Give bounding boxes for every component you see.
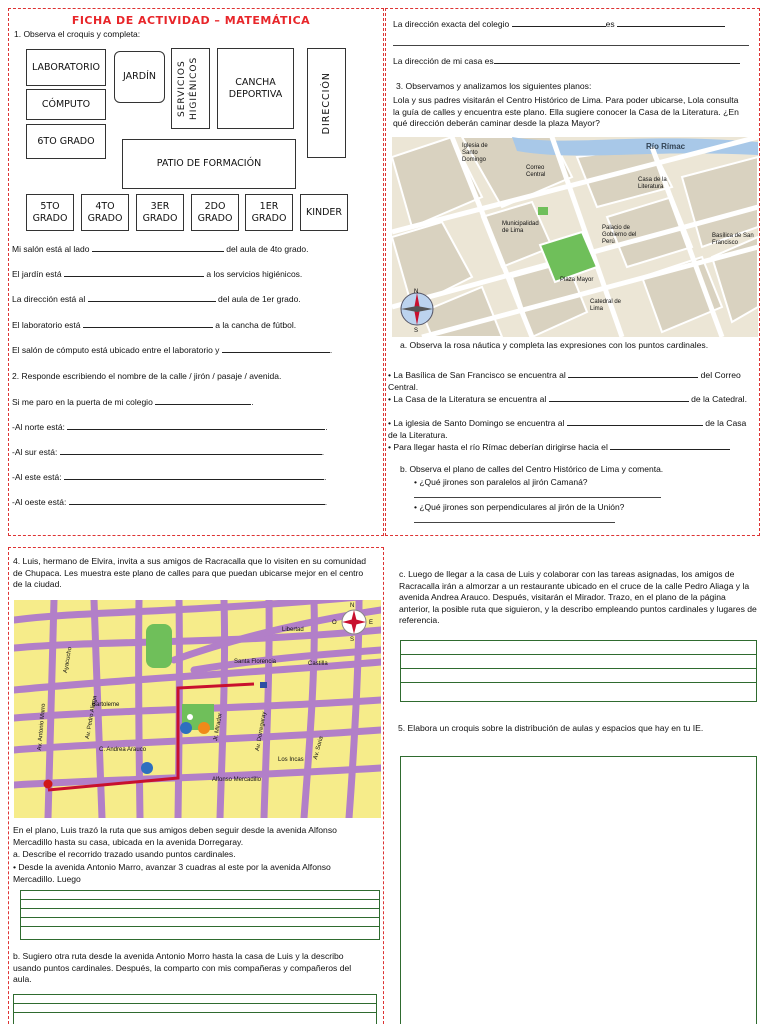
map-label-catedral: Catedral de Lima	[590, 299, 622, 312]
q5-text: 5. Elabora un croquis sobre la distribución de aulas y espacios que hay en tu IE.	[398, 723, 704, 733]
answer-blank[interactable]	[83, 319, 213, 328]
q4a-text: a. Describe el recorrido trazado usando puntos cardinales.	[13, 849, 236, 859]
room-cuarto: 4TO GRADO	[81, 194, 129, 231]
q3-text: Lola y sus padres visitarán el Centro Histórico de Lima. Para poder ubicarse, Lola consulta la guía de calles y encuentra este plano. Ella sugiere conocer la Casa de la Literatura. ¿En qué dirección deberán caminar desde la plaza Mayor?	[393, 95, 739, 128]
room-segundo: 2DO GRADO	[191, 194, 239, 231]
room-jardin: JARDÍN	[114, 51, 165, 103]
room-sexto: 6TO GRADO	[26, 124, 106, 159]
answer-blank[interactable]	[494, 55, 740, 64]
chupaca-map	[14, 600, 381, 818]
q3a-text: a. Observa la rosa náutica y completa las expresiones con los puntos cardinales.	[400, 340, 709, 350]
q4-after-text: En el plano, Luis trazó la ruta que sus amigos deben seguir desde la avenida Alfonso Mercadillo hasta su casa, ubicada en la avenida Dorregaray.	[13, 825, 337, 847]
compass-o-label: O	[332, 620, 337, 626]
answer-blank[interactable]	[92, 243, 224, 252]
q4-text: 4. Luis, hermano de Elvira, invita a sus amigos de Racracalla que lo visiten en su comunidad de Chupaca. Les muestra este plano de calles para que puedan ubicarse mejor en el centro de la ciudad.	[13, 556, 367, 589]
map-compass-s: S	[414, 328, 419, 334]
lima-map-svg	[392, 137, 758, 337]
room-cancha: CANCHA DEPORTIVA	[217, 48, 294, 129]
room-quinto: 5TO GRADO	[26, 194, 74, 231]
street-pedro-aliaga: Av. Pedro Aliaga	[84, 695, 99, 740]
answer-blank[interactable]	[67, 421, 325, 430]
chupaca-map-svg	[14, 600, 381, 818]
room-tercero: 3ER GRADO	[136, 194, 184, 231]
street-santa-florencia: Santa Florencia	[234, 659, 277, 665]
answer-blank[interactable]	[568, 369, 698, 378]
compass-n-label: N	[350, 603, 355, 609]
answer-box-4a[interactable]	[20, 890, 380, 940]
room-direccion: DIRECCIÓN	[307, 48, 346, 158]
answer-blank[interactable]	[610, 441, 730, 450]
q3a-bullet-1: • La Basílica de San Francisco se encuentra al del Correo Central.	[388, 370, 741, 392]
answer-blank[interactable]	[60, 446, 322, 455]
map-label-municipal: Municipalidad de Lima	[502, 221, 539, 234]
q1-sentence-2: El jardín está a los servicios higiénicos.	[12, 269, 303, 279]
compass-s-label: S	[350, 637, 355, 643]
q2-norte: -Al norte está: .	[12, 422, 328, 432]
compass-e-label: E	[369, 620, 374, 626]
q3-title: 3. Observamos y analizamos los siguientes planos:	[396, 81, 592, 91]
street-bartoleme: Bartoleme	[92, 702, 120, 708]
q3b-text: b. Observa el plano de calles del Centro Histórico de Lima y comenta.	[400, 464, 664, 474]
q4b-text: b. Sugiero otra ruta desde la avenida Antonio Morro hasta la casa de Luis y la describo usando puntos cardinales. Después, la comparto con mis compañeras y compañeros del aula.	[13, 951, 352, 984]
q2-oeste: -Al oeste está: .	[12, 497, 328, 507]
room-patio: PATIO DE FORMACIÓN	[122, 139, 296, 189]
street-antonio-marro: Av. Antonio Marro	[36, 703, 48, 751]
room-primero: 1ER GRADO	[245, 194, 293, 231]
q3a-bullet-2: • La Casa de la Literatura se encuentra al de la Catedral.	[388, 394, 747, 404]
answer-blank[interactable]	[567, 417, 703, 426]
answer-blank[interactable]	[512, 18, 606, 27]
street-dorregaray: Av. Dorregaray	[254, 711, 268, 752]
answer-box-4c[interactable]	[400, 640, 757, 702]
page-title: FICHA DE ACTIVIDAD – MATEMÁTICA	[71, 14, 311, 27]
map-label-santo-domingo: Iglesia de Santo Domingo	[462, 143, 488, 163]
answer-blank[interactable]	[155, 396, 251, 405]
answer-line[interactable]	[393, 45, 749, 46]
q1-sentence-5: El salón de cómputo está ubicado entre el laboratorio y .	[12, 345, 333, 355]
room-kinder: KINDER	[300, 194, 348, 231]
map-label-basilica: Basílica de San Francisco	[712, 233, 754, 246]
street-jr-mirador: Jr. Mirador	[212, 712, 224, 742]
street-castilla: Castilla	[308, 661, 328, 667]
q2-este: -Al este está: .	[12, 472, 327, 482]
map-label-rio: Río Rímac	[646, 142, 686, 151]
lima-map	[392, 137, 758, 337]
answer-blank[interactable]	[64, 471, 324, 480]
q3a-bullet-3: • La iglesia de Santo Domingo se encuentra al de la Casa de la Literatura.	[388, 418, 747, 440]
room-computo: CÓMPUTO	[26, 89, 106, 120]
room-servicios: SERVICIOS HIGIÉNICOS	[171, 48, 210, 129]
q1-sentence-4: El laboratorio está a la cancha de fútbol.	[12, 320, 297, 330]
answer-box-4b[interactable]	[13, 994, 377, 1024]
street-alfonso-mercadillo: Alfonso Mercadillo	[212, 777, 262, 783]
answer-blank[interactable]	[88, 293, 216, 302]
street-los-incas: Los Incas	[278, 757, 304, 763]
map-label-correo: Correo Central	[526, 165, 546, 178]
q4c-text: c. Luego de llegar a la casa de Luis y colaborar con las tareas asignadas, los amigos de Racracalla irán a almorzar a un restaurante ubicado en el cruce de la calle Pedro Aliaga y la avenida Andrea Arauco. Después, visitarán el Mirador. Trazo, en el plano de la página anterior, la posible ruta que siguieron, y la describo empleando puntos cardinales y lugares de referencia.	[399, 569, 757, 625]
q2-sur: -Al sur está: .	[12, 447, 325, 457]
street-andrea-arauco: C. Andrea Arauco	[99, 747, 147, 753]
q2-sentence-0: Si me paro en la puerta de mi colegio .	[12, 397, 254, 407]
map-label-casa-literatura: Casa de la Literatura	[638, 177, 667, 190]
q1-sentence-3: La dirección está al del aula de 1er grado.	[12, 294, 301, 304]
street-soria: Av. Soria	[312, 735, 325, 761]
q2-instruction: 2. Responde escribiendo el nombre de la calle / jirón / pasaje / avenida.	[12, 371, 282, 381]
answer-blank[interactable]	[222, 344, 330, 353]
map-label-palacio: Palacio de Gobierno del Perú	[602, 225, 637, 245]
q1-instruction: 1. Observa el croquis y completa:	[14, 29, 141, 39]
q3a-bullet-4: • Para llegar hasta el río Rímac deberían dirigirse hacia el	[388, 441, 748, 454]
q1-sentence-1: Mi salón está al lado del aula de 4to grado.	[12, 244, 309, 254]
room-laboratorio: LABORATORIO	[26, 49, 106, 86]
answer-blank[interactable]	[549, 393, 689, 402]
answer-blank[interactable]	[64, 268, 204, 277]
answer-blank[interactable]	[69, 496, 325, 505]
direccion-colegio: La dirección exacta del colegio es	[393, 18, 725, 30]
answer-line[interactable]	[414, 497, 661, 498]
croquis-drawing-box[interactable]	[400, 756, 757, 1024]
answer-line[interactable]	[414, 522, 615, 523]
street-libertad: Libertad	[282, 627, 304, 633]
street-ayacucho: Ayacucho	[62, 646, 74, 674]
map-compass-n: N	[414, 289, 419, 295]
direccion-casa: La dirección de mi casa es	[393, 55, 740, 67]
q3b-question-1: • ¿Qué jirones son paralelos al jirón Camaná?	[414, 477, 588, 487]
q3b-question-2: • ¿Qué jirones son perpendiculares al jirón de la Unión?	[414, 502, 625, 512]
answer-blank[interactable]	[617, 18, 725, 27]
q4a-bullet: • Desde la avenida Antonio Marro, avanzar 3 cuadras al este por la avenida Alfonso Mercadillo. Luego	[13, 862, 331, 884]
map-label-plaza: Plaza Mayor	[560, 277, 594, 283]
